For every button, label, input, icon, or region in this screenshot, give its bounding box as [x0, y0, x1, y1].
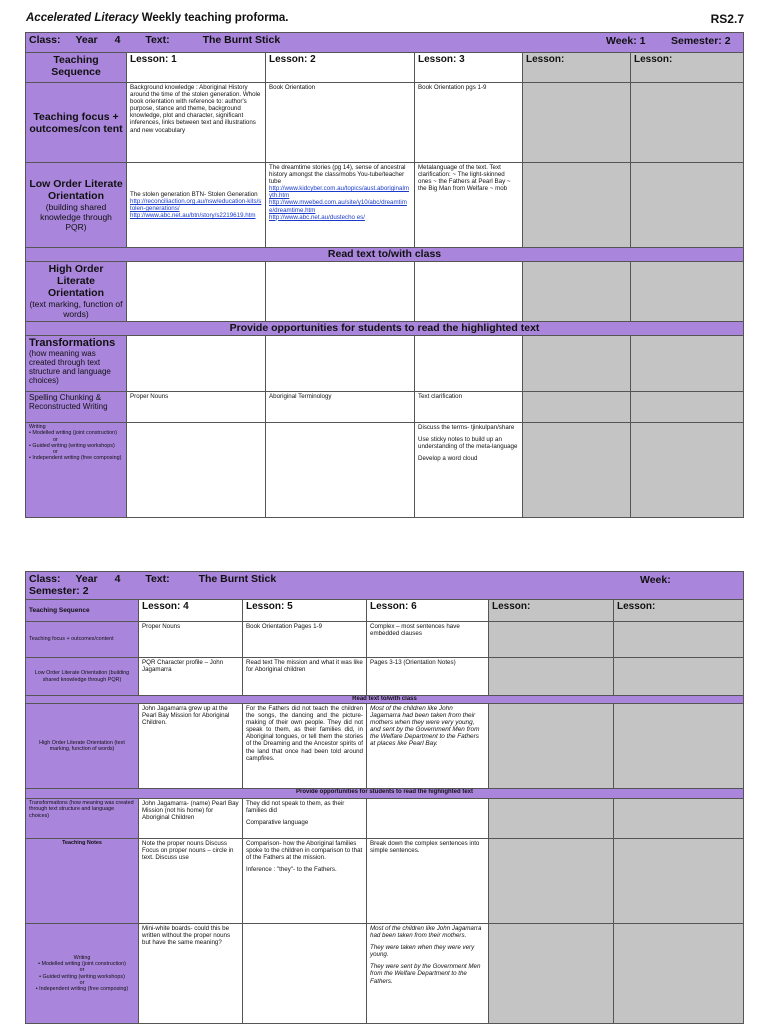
writing-lesson-blank-a	[489, 924, 614, 1024]
writing-independent-2: • Independent writing (free composing)	[35, 986, 129, 993]
transformations-row	[26, 336, 744, 392]
spelling-row	[26, 392, 744, 423]
low-l1-text: The stolen generation BTN- Stolen Generation	[130, 190, 258, 198]
class-label-2: Class:	[29, 573, 61, 585]
trans-lesson-4: John Jagamarra- (name) Pearl Bay Mission (not his home) for Aboriginal Children	[139, 799, 243, 839]
banner-read-text-row-2	[26, 696, 744, 704]
transformations-label	[26, 336, 127, 392]
teaching-focus-row	[26, 83, 744, 163]
semester-label: Semester: 2	[671, 35, 731, 47]
writing-modelled-2: • Modelled writing (joint construction)	[38, 960, 126, 967]
lesson-4-header-2: Lesson: 4	[139, 600, 243, 622]
low-l1-link-1[interactable]: http://reconciliaction.org.au/nsw/education-kits/stolen-generations/	[130, 197, 262, 212]
class-label: Class:	[29, 34, 61, 46]
focus-lesson-4: Proper Nouns	[139, 622, 243, 658]
low-lesson-blank-a	[489, 658, 614, 696]
high-order-row-2	[26, 704, 744, 789]
writing-title: Writing	[29, 424, 46, 430]
low-l2-text: The dreamtime stories (pg 14), sense of ancestral history amongst the class/mobs You-tube/teacher tube	[269, 164, 406, 186]
lesson-1-header: Lesson: 1	[127, 53, 266, 83]
high-lesson-blank-a	[489, 704, 614, 789]
transformations-label-2: Transformations (how meaning was created through text structure and language choices)	[26, 799, 139, 839]
low-lesson-4	[523, 163, 631, 248]
writing-l3-p2: Use sticky notes to build up an understanding of the meta-language	[418, 436, 518, 451]
writing-l6-p2: They were taken when they were very young.	[370, 944, 475, 959]
notes-lesson-5	[243, 839, 367, 924]
high-order-subtitle: (text marking, function of words)	[29, 299, 123, 319]
writing-l3-p1: Discuss the terms- tjinkulpan/share	[418, 424, 515, 431]
trans-lesson-1	[127, 336, 266, 392]
low-lesson-2	[266, 163, 415, 248]
trans-lesson-5	[631, 336, 744, 392]
trans-lesson-2	[266, 336, 415, 392]
low-order-label-2: Low Order Literate Orientation (building shared knowledge through PQR)	[26, 658, 139, 696]
trans-lesson-4	[523, 336, 631, 392]
class-header-row	[26, 33, 744, 53]
low-l1-link-2[interactable]: http://www.abc.net.au/btn/story/s2219619.htm	[130, 212, 256, 220]
writing-lesson-4: Mini-white boards- could this be written without the proper nouns but have the same meaning?	[139, 924, 243, 1024]
lesson-blank-header-a: Lesson:	[489, 600, 614, 622]
high-lesson-3	[415, 262, 523, 322]
low-lesson-6: Pages 3-13 (Orientation Notes)	[367, 658, 489, 696]
focus-lesson-4	[523, 83, 631, 163]
high-lesson-blank-b	[614, 704, 744, 789]
banner-read-text-row	[26, 248, 744, 262]
spell-lesson-1: Proper Nouns	[127, 392, 266, 423]
high-lesson-5: For the Fathers did not teach the children the songs, the dancing and the picture-making of their own people. They did not speak to them, as their families did, in Aboriginal tongues, or tell them the stories of the Dreaming and the Ancestor spirits of the land that once had been told around campfires.	[243, 704, 367, 789]
teaching-notes-label: Teaching Notes	[26, 839, 139, 924]
year-label-2: Year	[75, 573, 98, 585]
notes-l5-p1: Comparison- how the Aboriginal families spoke to the children in comparison to that of the Fathers at the mission.	[246, 840, 363, 862]
week-label-2: Week:	[640, 574, 671, 586]
transformations-subtitle: (how meaning was created through text structure and language choices)	[29, 349, 111, 385]
writing-label	[26, 423, 127, 518]
focus-lesson-2: Book Orientation	[266, 83, 415, 163]
writing-guided: • Guided writing (writing workshops)	[29, 442, 115, 449]
lesson-6-header-2: Lesson: 6	[367, 600, 489, 622]
writing-or-1: or	[53, 436, 58, 443]
notes-lesson-blank-b	[614, 839, 744, 924]
teaching-sequence-label: Teaching Sequence	[26, 53, 127, 83]
trans-l5-p1: They did not speak to them, as their families did	[246, 800, 345, 815]
banner-highlight: Provide opportunities for students to read the highlighted text	[26, 322, 744, 336]
writing-lesson-1	[127, 423, 266, 518]
proforma-table-week2	[25, 571, 744, 1024]
lesson-3-header: Lesson: 3	[415, 53, 523, 83]
lesson-2-header: Lesson: 2	[266, 53, 415, 83]
class-header-row-2	[26, 572, 744, 600]
text-label-2: Text:	[145, 573, 170, 585]
high-order-label-2: High Order Literate Orientation (text marking, function of words)	[26, 704, 139, 789]
week-label: Week: 1	[606, 35, 646, 47]
spell-lesson-4	[523, 392, 631, 423]
writing-lesson-5	[243, 924, 367, 1024]
text-value: The Burnt Stick	[202, 34, 281, 46]
writing-independent: • Independent writing (free composing)	[29, 455, 122, 462]
writing-lesson-5	[631, 423, 744, 518]
trans-lesson-6	[367, 799, 489, 839]
spell-lesson-2: Aboriginal Terminology	[266, 392, 415, 423]
focus-lesson-1: Background knowledge : Aboriginal History around the time of the stolen generation. Whole book orientation with reference to: author's purpose, stance and theme, background knowledge, plot and character, significant inferences, links between text and illustrations and new vocabulary	[127, 83, 266, 163]
trans-lesson-blank-b	[614, 799, 744, 839]
banner-highlight-row-2	[26, 789, 744, 799]
year-value: 4	[114, 34, 121, 46]
focus-lesson-5	[631, 83, 744, 163]
document-code: RS2.7	[710, 12, 744, 26]
teaching-focus-label: Teaching focus + outcomes/con tent	[26, 83, 127, 163]
writing-l6-p3: They were sent by the Government Men from the Welfare Department to the Fathers.	[370, 963, 481, 985]
trans-lesson-3	[415, 336, 523, 392]
writing-lesson-blank-b	[614, 924, 744, 1024]
writing-lesson-4	[523, 423, 631, 518]
spell-lesson-5	[631, 392, 744, 423]
low-order-label	[26, 163, 127, 248]
trans-l5-p2: Comparative language	[246, 819, 309, 827]
text-label: Text:	[145, 34, 170, 46]
lesson-4-header: Lesson:	[523, 53, 631, 83]
low-lesson-5	[631, 163, 744, 248]
teaching-sequence-label-2: Teaching Sequence	[26, 600, 139, 622]
title-rest: Weekly teaching proforma.	[138, 12, 289, 24]
lesson-header-row	[26, 53, 744, 83]
low-order-row	[26, 163, 744, 248]
low-lesson-blank-b	[614, 658, 744, 696]
low-l2-link-3[interactable]: http://www.abc.net.au/dustecho es/	[269, 213, 365, 221]
high-lesson-5	[631, 262, 744, 322]
low-lesson-1	[127, 163, 266, 248]
low-l2-link-2[interactable]: http://www.mwebed.com.au/site/y10/abc/dreamtime/dreamtime.htm	[269, 199, 407, 214]
focus-lesson-6: Complex – most sentences have embedded clauses	[367, 622, 489, 658]
low-lesson-4: PQR Character profile – John Jagamarra	[139, 658, 243, 696]
focus-lesson-blank-b	[614, 622, 744, 658]
low-lesson-5: Read text The mission and what it was like for Aboriginal children	[243, 658, 367, 696]
notes-lesson-6: Break down the complex sentences into simple sentences.	[367, 839, 489, 924]
lesson-header-row-2	[26, 600, 744, 622]
high-lesson-4: John Jagamarra grew up at the Pearl Bay Mission for Aboriginal Children.	[139, 704, 243, 789]
teaching-focus-label-2: Teaching focus + outcomes/content	[26, 622, 139, 658]
notes-lesson-4: Note the proper nouns Discuss Focus on proper nouns – circle in text. Discuss use	[139, 839, 243, 924]
writing-or-2-2: or	[79, 979, 85, 986]
writing-lesson-2	[266, 423, 415, 518]
spelling-label: Spelling Chunking & Reconstructed Writing	[26, 392, 127, 423]
spell-lesson-3: Text clarification	[415, 392, 523, 423]
writing-guided-2: • Guided writing (writing workshops)	[39, 973, 125, 980]
writing-l3-p3: Develop a word cloud	[418, 455, 478, 463]
high-order-row	[26, 262, 744, 322]
lesson-blank-header-b: Lesson:	[614, 600, 744, 622]
semester-label-2: Semester: 2	[29, 585, 89, 597]
title-italic: Accelerated Literacy	[26, 12, 139, 24]
low-order-title: Low Order Literate Orientation	[29, 178, 123, 202]
banner-read-text-2: Read text to/with class	[26, 696, 744, 704]
notes-l5-p2: Inference : "they"- to the Fathers.	[246, 866, 337, 874]
high-lesson-4	[523, 262, 631, 322]
writing-lesson-3	[415, 423, 523, 518]
teaching-focus-row-2	[26, 622, 744, 658]
lesson-5-header-2: Lesson: 5	[243, 600, 367, 622]
low-order-row-2	[26, 658, 744, 696]
banner-read-text: Read text to/with class	[26, 248, 744, 262]
writing-modelled: • Modelled writing (joint construction)	[29, 430, 117, 437]
writing-row-2	[26, 924, 744, 1024]
banner-highlight-row	[26, 322, 744, 336]
text-value-2: The Burnt Stick	[198, 573, 277, 585]
writing-label-2	[26, 924, 139, 1024]
low-lesson-3: Metalanguage of the text. Text clarification: ~ The light-skinned ones ~ the Fathers at Pearl Bay ~ the Big Man from Welfare ~ mob	[415, 163, 523, 248]
writing-or-2: or	[53, 449, 58, 456]
high-lesson-1	[127, 262, 266, 322]
writing-title-2: Writing	[73, 954, 91, 961]
focus-lesson-5: Book Orientation Pages 1-9	[243, 622, 367, 658]
writing-l6-p1: Most of the children like John Jagamarra had been taken from their mothers.	[370, 925, 482, 940]
transformations-row-2	[26, 799, 744, 839]
lesson-5-header: Lesson:	[631, 53, 744, 83]
high-lesson-2	[266, 262, 415, 322]
trans-lesson-blank-a	[489, 799, 614, 839]
low-l2-link-1[interactable]: http://www.kidcyber.com.au/topics/aust.aboriginalmyth.htm	[269, 185, 409, 200]
notes-lesson-blank-a	[489, 839, 614, 924]
year-value-2: 4	[114, 573, 121, 585]
document-header	[26, 12, 746, 30]
high-order-title: High Order Literate Orientation	[47, 263, 104, 299]
year-label: Year	[75, 34, 98, 46]
banner-highlight-2: Provide opportunities for students to read the highlighted text	[26, 789, 744, 799]
transformations-title: Transformations	[29, 337, 116, 349]
focus-lesson-blank-a	[489, 622, 614, 658]
writing-row	[26, 423, 744, 518]
high-lesson-6: Most of the children like John Jagamarra had been taken from their mothers when they were very young, and sent by the Government Men from the Welfare Department to the Fathers at places like Pearl Bay.	[367, 704, 489, 789]
teaching-notes-row	[26, 839, 744, 924]
proforma-table-week1	[25, 32, 744, 518]
writing-or-1-2: or	[79, 967, 85, 974]
low-order-subtitle: (building shared knowledge through PQR)	[40, 202, 112, 232]
trans-lesson-5	[243, 799, 367, 839]
focus-lesson-3: Book Orientation pgs 1-9	[415, 83, 523, 163]
high-order-label	[26, 262, 127, 322]
writing-lesson-6	[367, 924, 489, 1024]
